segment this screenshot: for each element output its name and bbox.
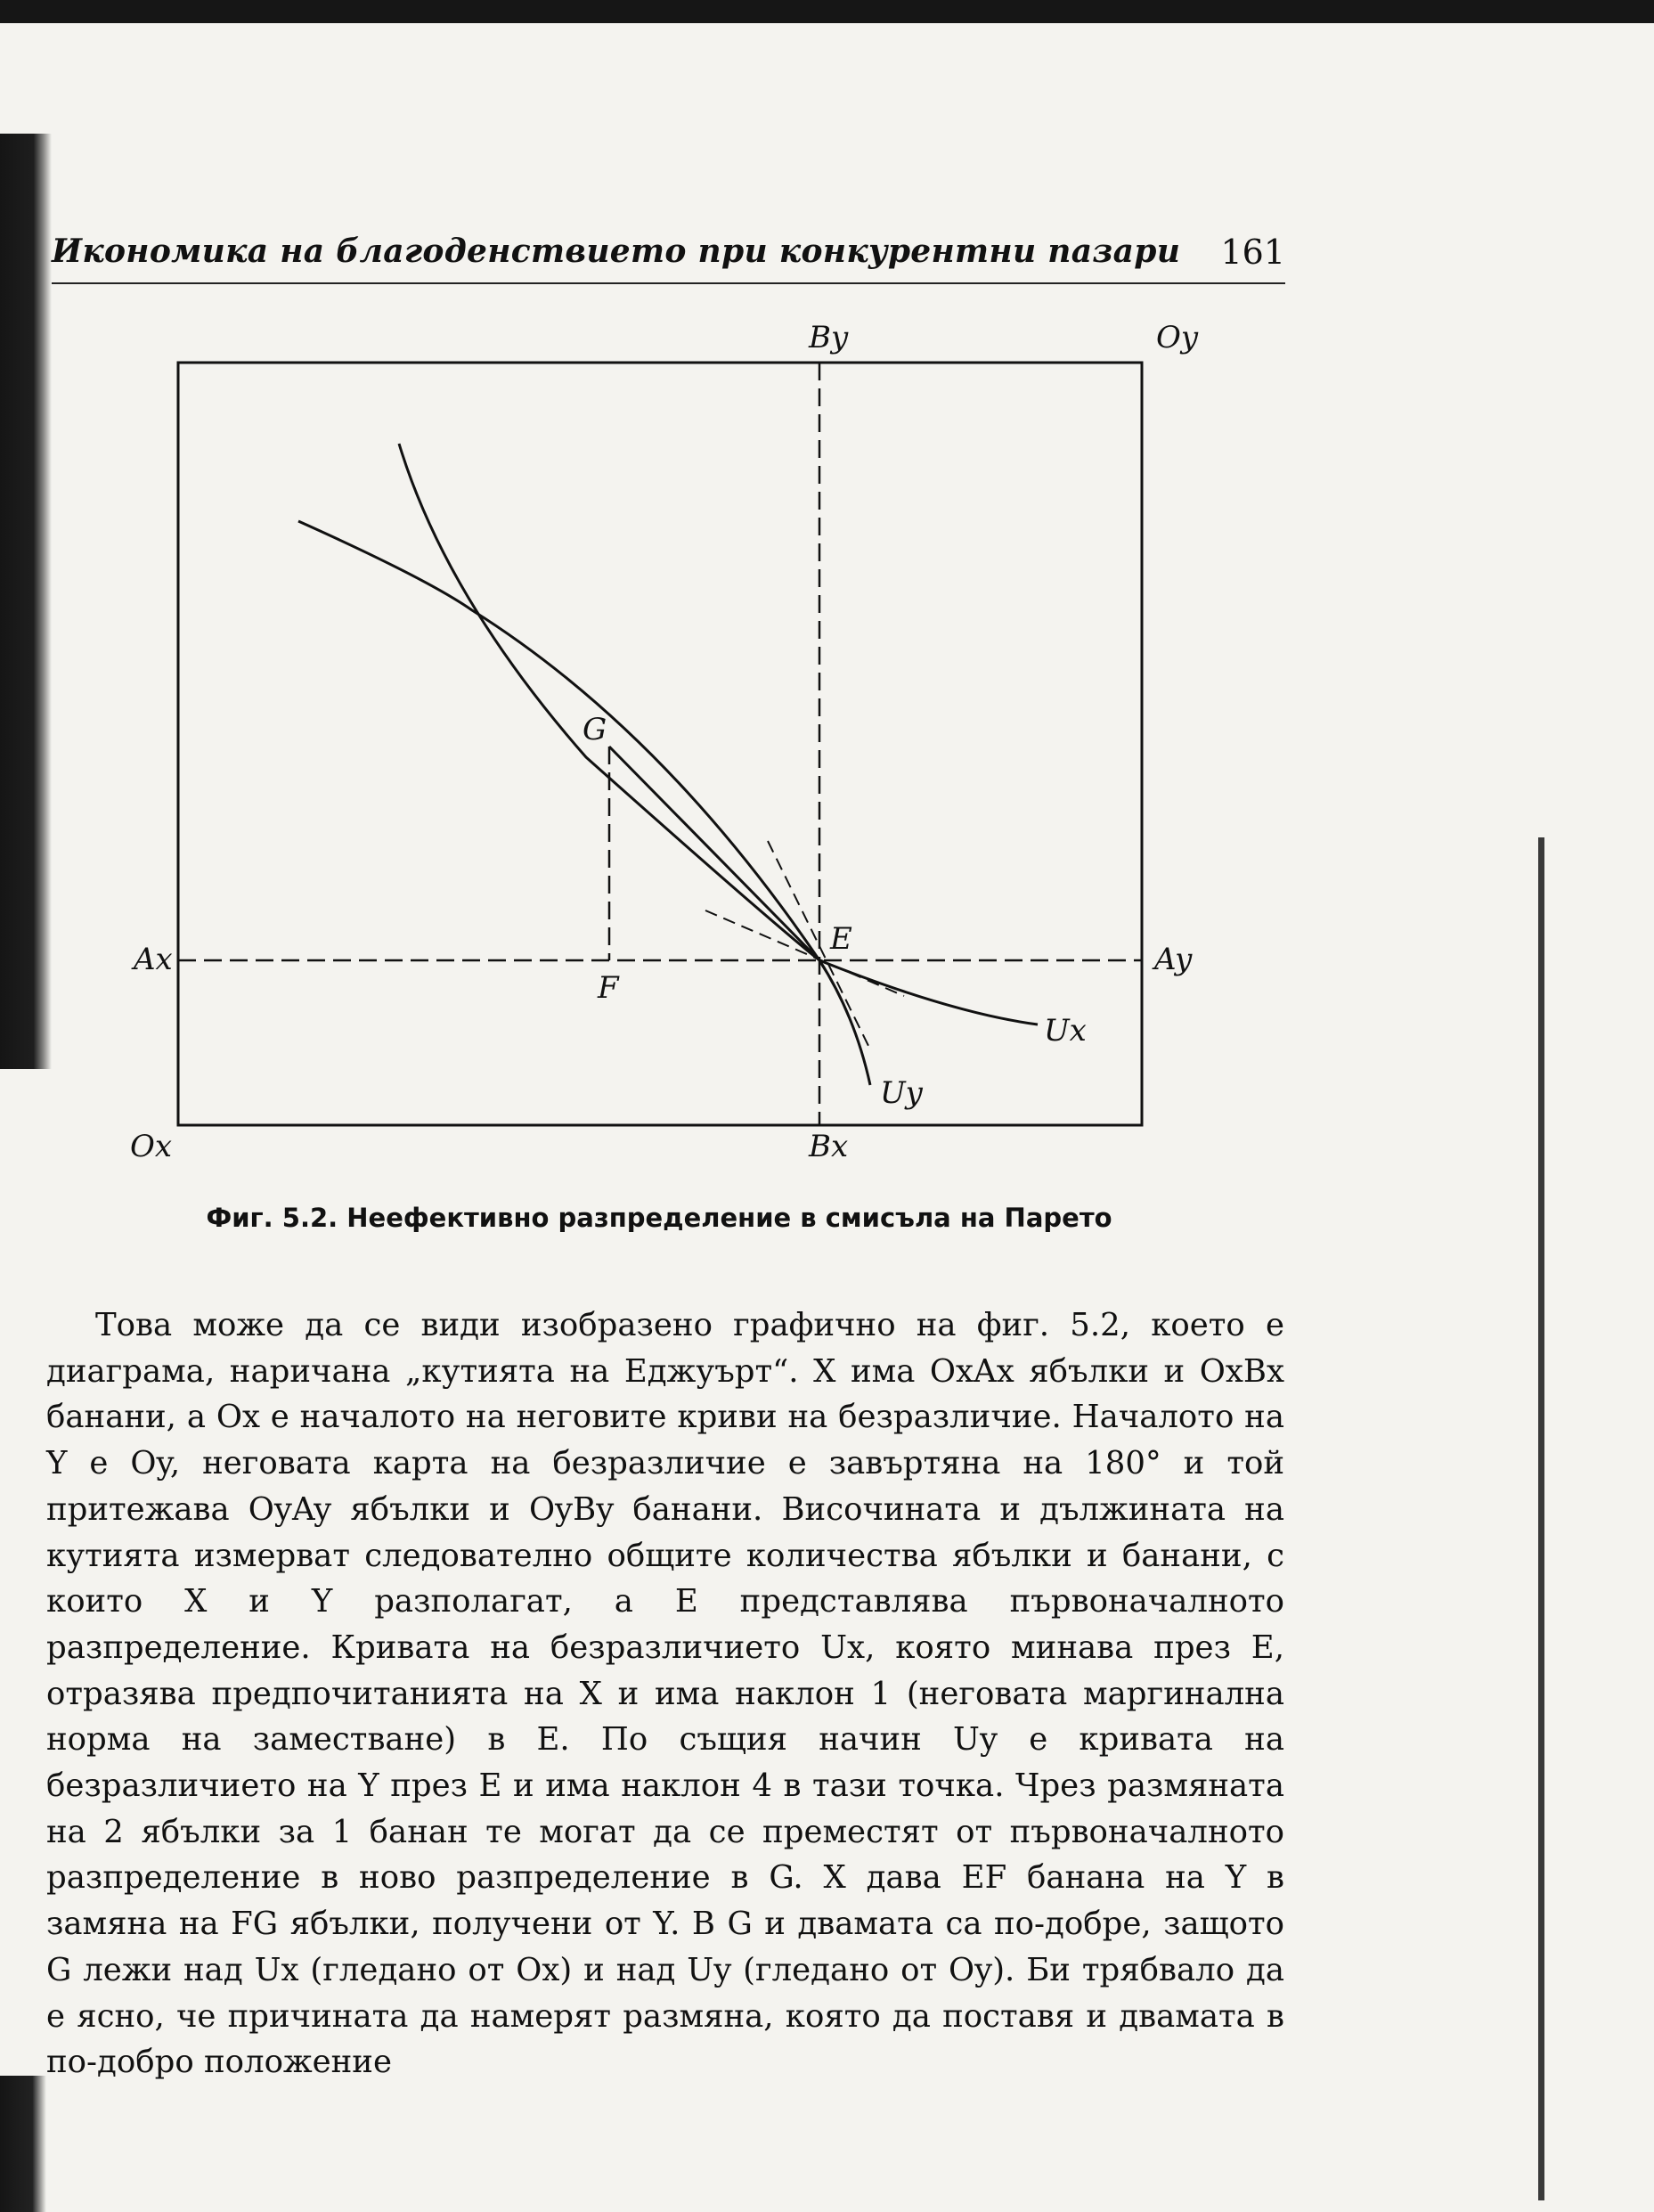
label-by: By [809,320,849,355]
body-text [46,1302,1284,2085]
edgeworth-box [178,363,1142,1125]
scan-shadow-left [0,134,52,1069]
label-ay: Ay [1154,942,1193,977]
body-paragraph: Това може да се види изобразено графично на фиг. 5.2, което е диаграма, наричана „кутията на Еджуърт“. X има OxAx ябълки и OxBx банани, а Ox е началото на неговите криви на безразличие. Началото на Y е Oy, неговата карта на безразличие е завъртяна на 180° и той притежава OyAy ябълки и OyBy банани. Височината и дължината на кутията измерват следователно общите количества ябълки и банани, с които X и Y разполагат, а E представлява първоначалното разпределение. Кривата на безразличието Ux, която минава през E, отразява предпочитанията на X и има наклон 1 (неговата маргинална норма на заместване) в E. По същия начин Uy е кривата на безразличието на Y през E и има наклон 4 в тази точка. Чрез размяната на 2 ябълки за 1 банан те могат да се преместят от първоначалното разпределение в ново разпределение в G. X дава EF банана на Y в замяна на FG ябълки, получени от Y. В G и двамата са по-добре, защото G лежи над Ux (гледано от Ox) и над Uy (гледано от Oy). Би трябвало да е ясно, че причината да намерят размяна, която да поставя и двамата в по-добро положение [46,1307,1284,2081]
label-g: G [583,712,607,747]
label-e: E [830,921,852,957]
curve-uy [399,444,870,1085]
figure-caption: Фиг. 5.2. Неефективно разпределение в смисъла на Парето [206,1203,1112,1233]
tangent-slope-1 [705,910,904,996]
running-head-title: Икономика на благоденствието при конкурентни пазари [52,233,1181,270]
curve-ux [298,521,1038,1024]
label-ax: Ax [134,942,173,977]
label-uy: Uy [880,1075,923,1111]
scan-shadow-left-bottom [0,2076,46,2212]
label-bx: Bx [809,1129,849,1164]
trade-line-ge [609,747,819,960]
scan-shadow-top [0,0,1654,23]
edgeworth-box-figure [107,312,1265,1176]
running-head [52,227,1285,284]
label-ox: Ox [130,1129,173,1164]
scan-shadow-right [1538,837,1544,2200]
label-ux: Ux [1044,1013,1087,1049]
label-f: F [598,970,619,1006]
page-number: 161 [1220,233,1285,272]
label-oy: Oy [1156,320,1199,355]
